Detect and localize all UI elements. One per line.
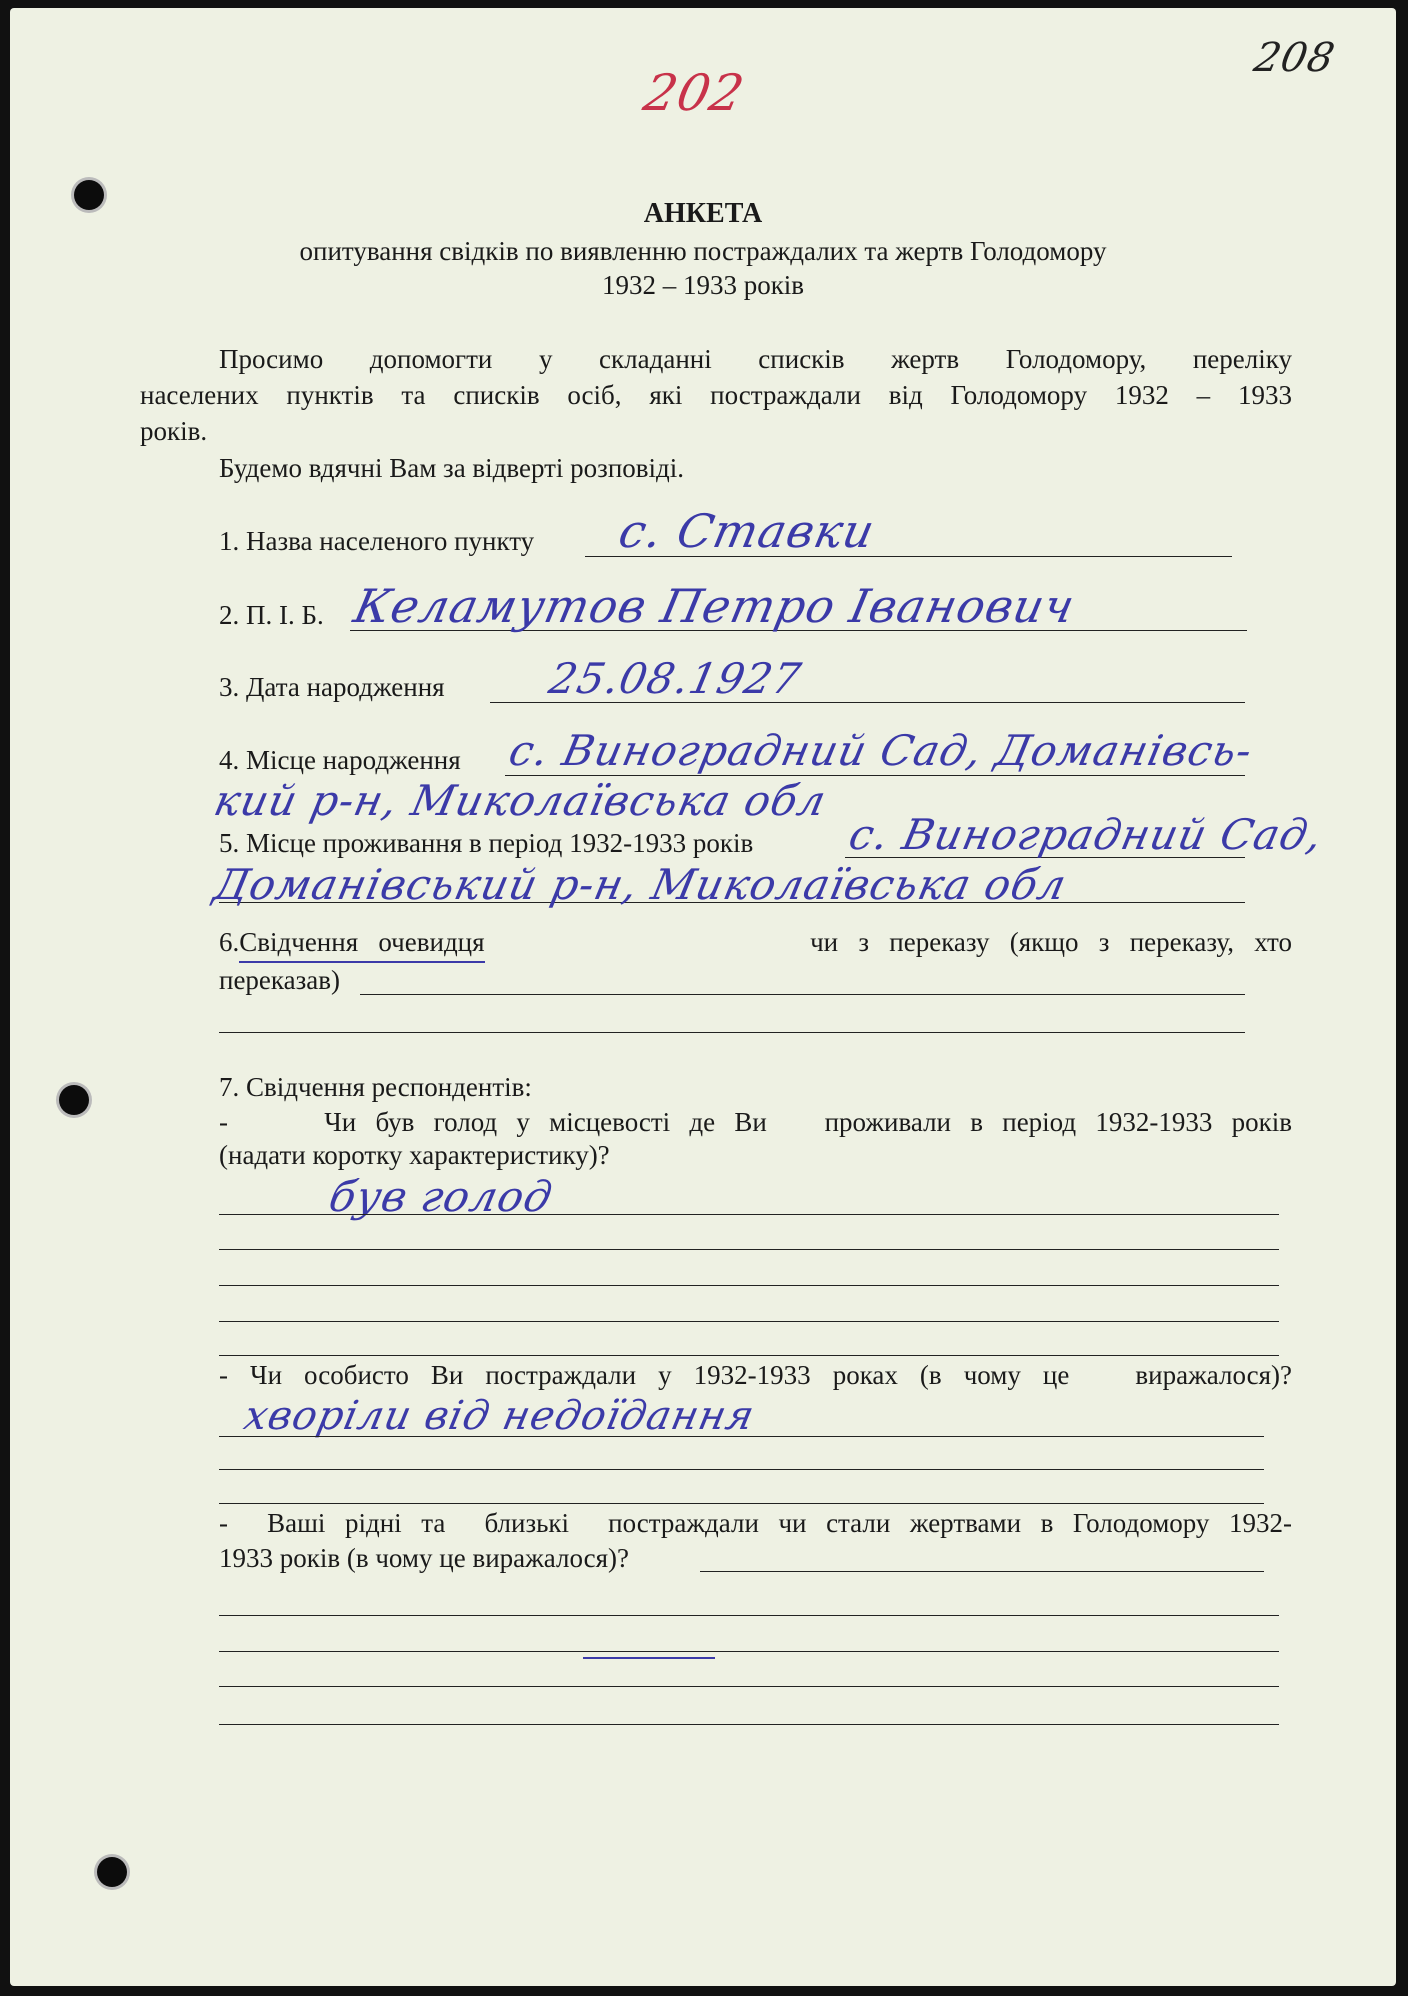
punch-hole [59,1085,89,1115]
q3-text: - Ваші рідні та близькі постраждали чи стали жертвами в Голодомору 1932- [219,1508,1292,1538]
answer-line [219,1724,1279,1725]
q3-text-cont: 1933 років (в чому це виражалося)? [219,1543,630,1573]
intro-line: років. [140,416,208,446]
answer-line [219,1469,1264,1470]
answer-line [219,1503,1264,1504]
name-label: 2. П. І. Б. [219,600,324,630]
answer-line [700,1571,1264,1572]
q1-text-cont: (надати коротку характеристику)? [219,1140,610,1170]
archive-number-red: 202 [638,64,750,122]
testimony-type-question [219,929,1292,956]
answer-line [219,1285,1279,1286]
section7-heading: 7. Свідчення респондентів: [219,1072,532,1102]
name-value: Келамутов Петро Іванович [349,579,1080,633]
retold-by-line-2 [219,1032,1245,1033]
archive-number-black: 208 [1250,35,1340,81]
settlement-label: 1. Назва населеного пункту [219,526,535,556]
retold-by-line [360,994,1245,995]
residence-value-cont: Доманівський р-н, Миколаївська обл [209,860,1072,909]
answer-line [219,1436,1264,1437]
residence-value: с. Виноградний Сад, [844,810,1328,859]
pen-dash [583,1657,715,1659]
answer-line [219,1651,1279,1652]
testimony-prefix: 6. [219,927,240,957]
intro-line: Просимо допомогти у складанні списків жертв Голодомору, переліку [219,344,1292,374]
answer-line [219,1249,1279,1250]
settlement-value: с. Ставки [614,504,880,558]
eyewitness-option: Свідчення очевидця [239,927,484,963]
residence-label: 5. Місце проживання в період 1932-1933 років [219,828,754,858]
q2-text: - Чи особисто Ви постраждали у 1932-1933 роках (в чому це виражалося)? [219,1360,1292,1390]
form-title: АНКЕТА [643,198,763,229]
intro-line: населених пунктів та списків осіб, які постраждали від Голодомору 1932 – 1933 [140,380,1292,410]
form-subtitle: опитування свідків по виявленню постраждалих та жертв Голодомору [299,236,1107,266]
q2-answer: хворіли від недоїдання [240,1393,759,1439]
birth-date-label: 3. Дата народження [219,672,445,702]
retold-by-label: переказав) [219,965,340,995]
q1-answer: був голод [324,1172,558,1221]
birth-place-value-cont: кий р-н, Миколаївська обл [209,776,831,825]
questionnaire-page [10,8,1396,1986]
birth-place-value: с. Виноградний Сад, Доманівсь- [504,726,1258,775]
answer-line [219,1321,1279,1322]
answer-line [219,1615,1279,1616]
q1-text: - Чи був голод у місцевості де Ви проживали в період 1932-1933 років [219,1107,1292,1137]
intro-thanks: Будемо вдячні Вам за відверті розповіді. [219,453,685,483]
answer-line [219,1355,1279,1356]
form-subtitle-years: 1932 – 1933 років [601,270,805,300]
birth-date-value: 25.08.1927 [544,654,806,703]
birth-place-label: 4. Місце народження [219,745,461,775]
answer-line [219,1686,1279,1687]
punch-hole [97,1857,127,1887]
testimony-rest: чи з переказу (якщо з переказу, хто [810,927,1292,957]
answer-line [219,1214,1279,1215]
